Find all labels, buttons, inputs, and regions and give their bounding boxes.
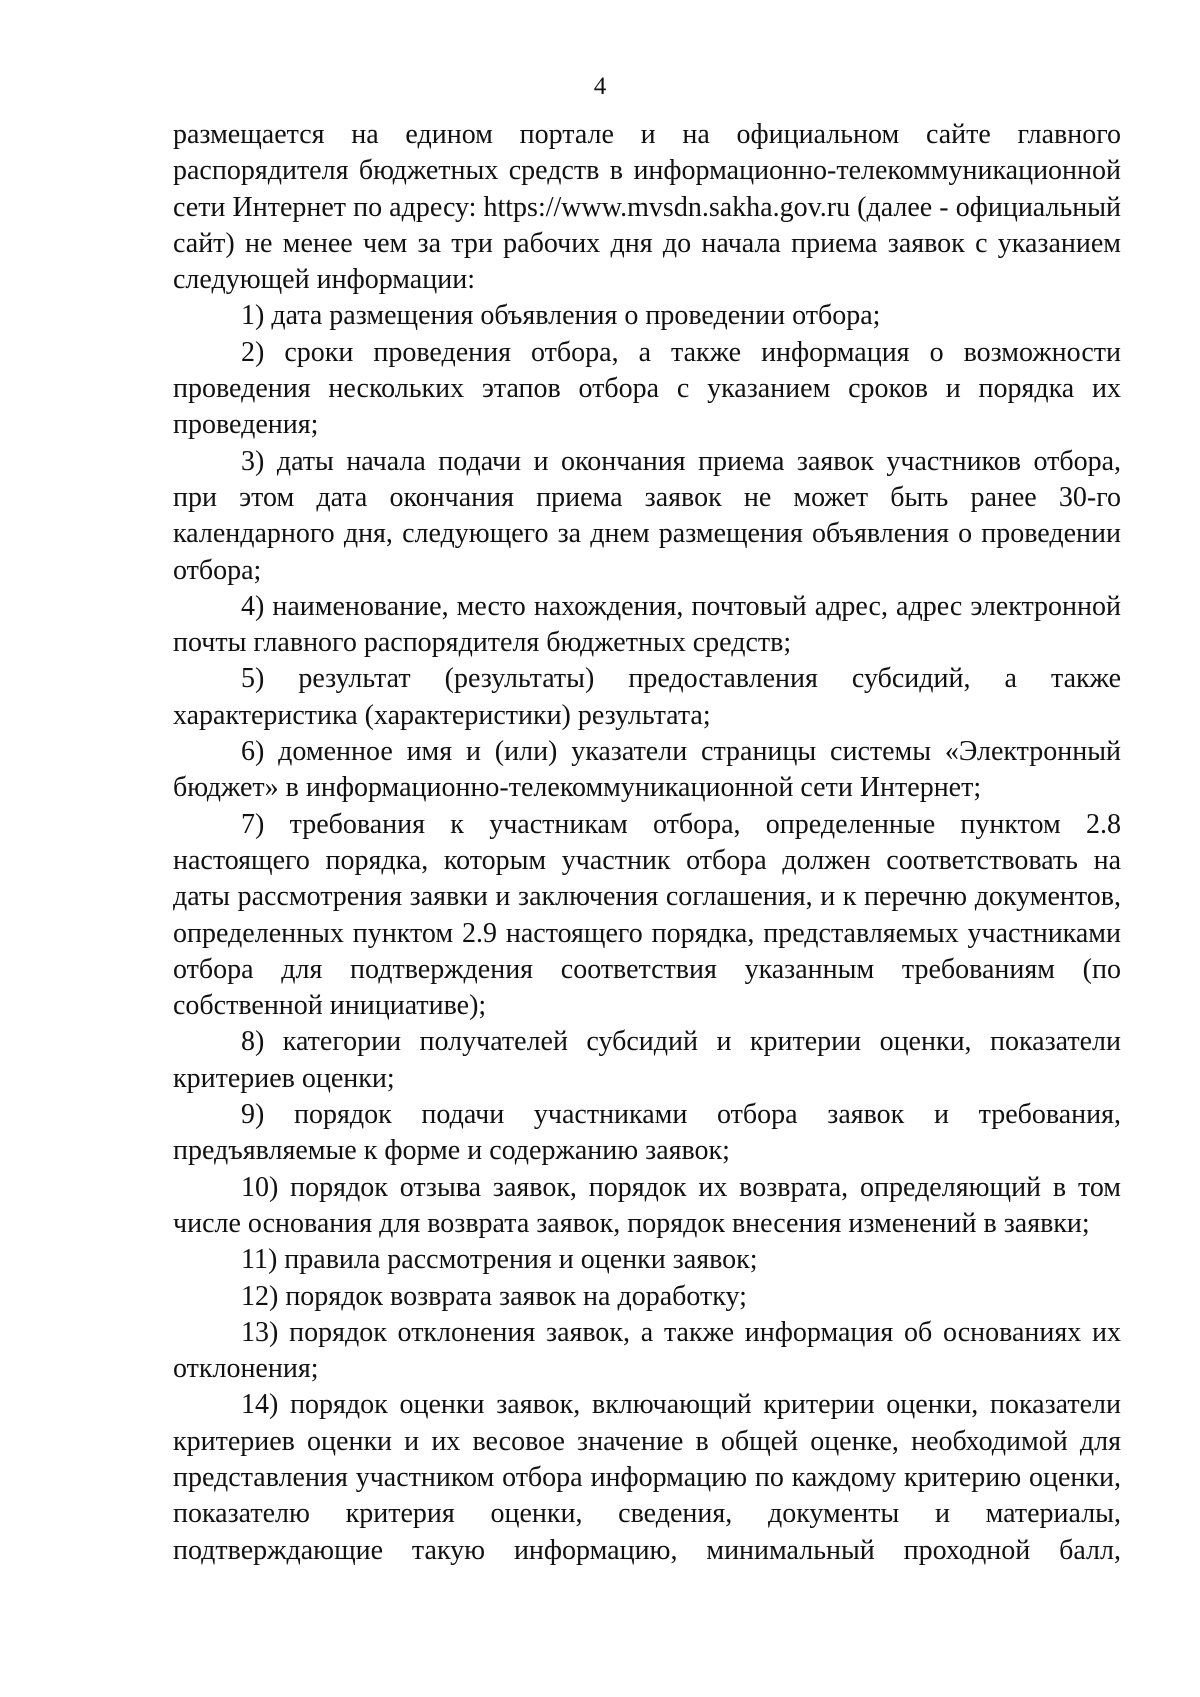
intro-paragraph: размещается на едином портале и на официальном сайте главного распорядителя бюджетных средств в информационно-телекоммуникационной сети Интернет по адресу: https://www.mvsdn.sakha.gov.ru (далее - официальный сайт) не менее чем за три рабочих дня до начала приема заявок с указанием следующей информации:: [173, 119, 1121, 296]
list-item-10: 10) порядок отзыва заявок, порядок их возврата, определяющий в том числе основания для возврата заявок, порядок внесения изменений в заявки;: [173, 1171, 1121, 1239]
list-item-2: 2) сроки проведения отбора, а также информация о возможности проведения нескольких этапов отбора с указанием сроков и порядка их проведения;: [173, 336, 1121, 441]
list-item-8: 8) категории получателей субсидий и критерии оценки, показатели критериев оценки;: [173, 1026, 1121, 1094]
list-item-12: 12) порядок возврата заявок на доработку;: [241, 1280, 747, 1312]
list-item-7: 7) требования к участникам отбора, определенные пунктом 2.8 настоящего порядка, которым участник отбора должен соответствовать на даты рассмотрения заявки и заключения соглашения, и к перечню документов, определенных пунктом 2.9 настоящего порядка, представляемых участниками отбора для подтверждения соответствия указанным требованиям (по собственной инициативе);: [173, 808, 1121, 1022]
list-item-4: 4) наименование, место нахождения, почтовый адрес, адрес электронной почты главного распорядителя бюджетных средств;: [173, 590, 1121, 659]
list-item-1: 1) дата размещения объявления о проведении отбора;: [241, 300, 881, 332]
list-item-11: 11) правила рассмотрения и оценки заявок;: [241, 1244, 758, 1276]
list-item-3: 3) даты начала подачи и окончания приема заявок участников отбора, при этом дата окончания приема заявок не может быть ранее 30-го календарного дня, следующего за днем размещения объявления о проведении отбора;: [173, 445, 1121, 586]
list-item-13: 13) порядок отклонения заявок, а также информация об основаниях их отклонения;: [173, 1316, 1121, 1385]
document-body: [173, 117, 1121, 1569]
list-item-14: 14) порядок оценки заявок, включающий критерии оценки, показатели критериев оценки и их весовое значение в общей оценке, необходимой для представления участником отбора информацию по каждому критерию оценки, показателю критерия оценки, сведения, документы и материалы, подтверждающие такую информацию, минимальный проходной балл,: [173, 1389, 1121, 1566]
list-item-6: 6) доменное имя и (или) указатели страницы системы «Электронный бюджет» в информационно-телекоммуникационной сети Интернет;: [173, 736, 1121, 804]
page-number: 4: [593, 73, 607, 100]
list-item-5: 5) результат (результаты) предоставления субсидий, а также характеристика (характеристики) результата;: [173, 663, 1121, 731]
list-item-9: 9) порядок подачи участниками отбора заявок и требования, предъявляемые к форме и содержанию заявок;: [173, 1099, 1121, 1167]
